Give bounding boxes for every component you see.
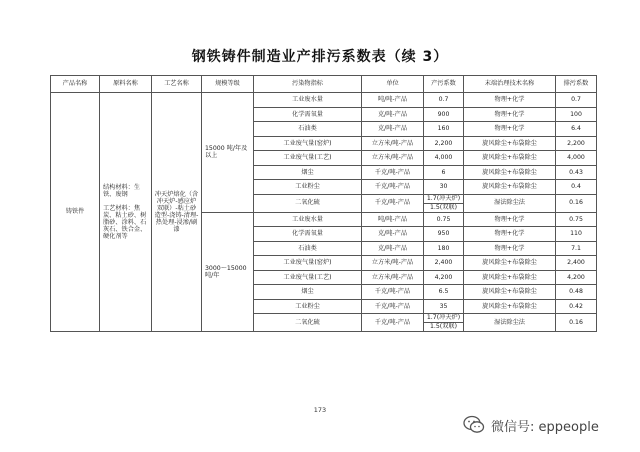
treatment-technology-cell: 旋风除尘+布袋除尘 (464, 270, 556, 285)
treatment-technology-cell: 物理+化学 (464, 241, 556, 256)
unit-cell: 千克/吨-产品 (362, 299, 424, 314)
production-coefficient-cell: 6.5 (424, 285, 464, 300)
scale-level-cell: 3000～15000 吨/年 (202, 212, 254, 332)
emission-coefficient-table (50, 75, 597, 332)
pollutant-cell: 工业废气量(工艺) (254, 270, 362, 285)
treatment-technology-cell: 物理+化学 (464, 93, 556, 108)
production-coefficient-cell: 0.7 (424, 93, 464, 108)
scale-level-cell: 15000 吨/年及以上 (202, 93, 254, 213)
production-coefficient-cell: 900 (424, 107, 464, 122)
emission-coefficient-cell: 0.48 (556, 285, 597, 300)
pollutant-cell: 工业废气量(窑炉) (254, 136, 362, 151)
unit-cell: 克/吨-产品 (362, 122, 424, 137)
production-coefficient-cell: 30 (424, 180, 464, 195)
pollutant-cell: 工业废水量 (254, 93, 362, 108)
unit-cell: 克/吨-产品 (362, 241, 424, 256)
production-coefficient-cell: 180 (424, 241, 464, 256)
treatment-technology-cell: 旋风除尘+布袋除尘 (464, 285, 556, 300)
page-title: 钢铁铸件制造业产排污系数表（续 3） (191, 49, 449, 65)
production-coefficient-duplex: 1.5(双联) (429, 323, 458, 331)
production-coefficient-cell: 4,200 (424, 270, 464, 285)
production-coefficient-cell (424, 314, 464, 332)
production-coefficient-cell: 35 (424, 299, 464, 314)
production-coefficient-cell (424, 194, 464, 212)
wechat-icon (463, 415, 485, 435)
unit-cell: 千克/吨-产品 (362, 194, 424, 212)
unit-cell: 克/吨-产品 (362, 227, 424, 242)
emission-coefficient-cell: 7.1 (556, 241, 597, 256)
wechat-watermark (463, 414, 599, 436)
watermark-text: 微信号: eppeople (491, 419, 599, 435)
treatment-technology-cell: 旋风除尘+布袋除尘 (464, 256, 556, 271)
unit-cell: 千克/吨-产品 (362, 165, 424, 180)
header-production-coefficient: 产污系数 (424, 76, 464, 93)
pollutant-cell: 工业废气量(窑炉) (254, 256, 362, 271)
production-coefficient-cell: 160 (424, 122, 464, 137)
page-number: 173 (313, 406, 327, 414)
treatment-technology-cell: 物理+化学 (464, 212, 556, 227)
treatment-technology-cell: 旋风除尘+布袋除尘 (464, 151, 556, 166)
pollutant-cell: 石油类 (254, 122, 362, 137)
table-header-row (51, 76, 597, 93)
production-coefficient-cell: 2,200 (424, 136, 464, 151)
emission-coefficient-cell: 6.4 (556, 122, 597, 137)
unit-cell: 千克/吨-产品 (362, 314, 424, 332)
emission-coefficient-cell: 0.43 (556, 165, 597, 180)
emission-coefficient-cell: 0.16 (556, 314, 597, 332)
emission-coefficient-cell: 0.75 (556, 212, 597, 227)
emission-coefficient-cell: 110 (556, 227, 597, 242)
pollutant-cell: 二氧化硫 (254, 314, 362, 332)
pollutant-cell: 石油类 (254, 241, 362, 256)
emission-coefficient-cell: 0.16 (556, 194, 597, 212)
treatment-technology-cell: 物理+化学 (464, 227, 556, 242)
header-unit: 单位 (362, 76, 424, 93)
pollutant-cell: 化学需氧量 (254, 227, 362, 242)
header-material: 原料名称 (100, 76, 152, 93)
production-coefficient-cupola: 1.7(冲天炉) (424, 314, 463, 323)
pollutant-cell: 工业粉尘 (254, 299, 362, 314)
production-coefficient-cell: 6 (424, 165, 464, 180)
treatment-technology-cell: 旋风除尘+布袋除尘 (464, 299, 556, 314)
unit-cell: 立方米/吨-产品 (362, 270, 424, 285)
treatment-technology-cell: 物理+化学 (464, 122, 556, 137)
emission-coefficient-cell: 4,200 (556, 270, 597, 285)
emission-coefficient-cell: 4,000 (556, 151, 597, 166)
unit-cell: 立方米/吨-产品 (362, 151, 424, 166)
emission-coefficient-cell: 100 (556, 107, 597, 122)
pollutant-cell: 工业粉尘 (254, 180, 362, 195)
treatment-technology-cell: 旋风除尘+布袋除尘 (464, 136, 556, 151)
unit-cell: 吨/吨-产品 (362, 93, 424, 108)
product-name-cell: 铸铁件 (51, 93, 100, 332)
production-coefficient-cell: 4,000 (424, 151, 464, 166)
material-name-cell: 结构材料：生铁、废钢 工艺材料：焦炭、粘土砂、树脂砂、涂料、石灰石、铁合金、硬化剂等 (100, 93, 152, 332)
emission-coefficient-cell: 0.42 (556, 299, 597, 314)
unit-cell: 克/吨-产品 (362, 107, 424, 122)
treatment-technology-cell: 旋风除尘+布袋除尘 (464, 165, 556, 180)
pollutant-cell: 烟尘 (254, 285, 362, 300)
treatment-technology-cell: 旋风除尘+布袋除尘 (464, 180, 556, 195)
production-coefficient-duplex: 1.5(双联) (429, 203, 458, 211)
process-name-cell: 冲天炉熔化（含冲天炉-感应炉双联）-粘土砂造型-浇铸-清理-热处理-浸渗/刷漆 (152, 93, 202, 332)
emission-coefficient-cell: 0.4 (556, 180, 597, 195)
pollutant-cell: 烟尘 (254, 165, 362, 180)
pollutant-cell: 化学需氧量 (254, 107, 362, 122)
unit-cell: 吨/吨-产品 (362, 212, 424, 227)
treatment-technology-cell: 物理+化学 (464, 107, 556, 122)
header-emission-coefficient: 排污系数 (556, 76, 597, 93)
production-coefficient-cell: 0.75 (424, 212, 464, 227)
pollutant-cell: 二氧化硫 (254, 194, 362, 212)
unit-cell: 千克/吨-产品 (362, 180, 424, 195)
pollutant-cell: 工业废气量(工艺) (254, 151, 362, 166)
header-product: 产品名称 (51, 76, 100, 93)
header-scale: 规模等级 (202, 76, 254, 93)
header-pollutant: 污染物指标 (254, 76, 362, 93)
emission-coefficient-cell: 0.7 (556, 93, 597, 108)
emission-coefficient-cell: 2,400 (556, 256, 597, 271)
header-treatment-technology: 末端治理技术名称 (464, 76, 556, 93)
unit-cell: 立方米/吨-产品 (362, 256, 424, 271)
production-coefficient-cupola: 1.7(冲天炉) (424, 195, 463, 204)
treatment-technology-cell: 湿法除尘法 (464, 314, 556, 332)
emission-coefficient-cell: 2,200 (556, 136, 597, 151)
treatment-technology-cell: 湿法除尘法 (464, 194, 556, 212)
pollutant-cell: 工业废水量 (254, 212, 362, 227)
unit-cell: 立方米/吨-产品 (362, 136, 424, 151)
table-row (51, 93, 597, 108)
production-coefficient-cell: 950 (424, 227, 464, 242)
unit-cell: 千克/吨-产品 (362, 285, 424, 300)
production-coefficient-cell: 2,400 (424, 256, 464, 271)
header-process: 工艺名称 (152, 76, 202, 93)
